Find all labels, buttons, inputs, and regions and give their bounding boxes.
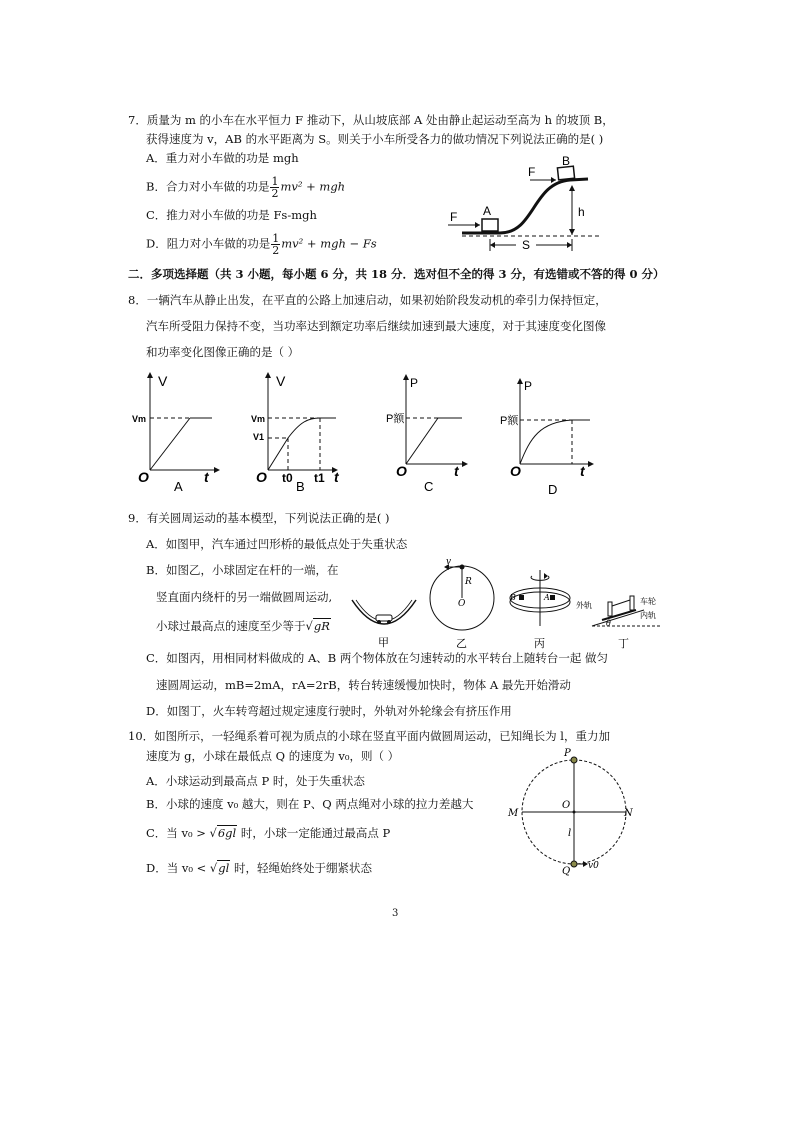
q9-option-d: D．如图丁，火车转弯超过规定速度行驶时，外轨对外轮缘会有挤压作用 [146, 704, 512, 718]
q9-figure-jia [348, 596, 420, 648]
graph-c-x-axis-label: t [454, 463, 459, 479]
q7-option-b [146, 176, 345, 199]
q8-graph-b [248, 368, 348, 493]
graph-b-origin: O [256, 469, 267, 485]
page-number: 3 [392, 908, 399, 919]
graph-c-origin: O [396, 463, 407, 479]
q7-stem-line2: 获得速度为 v，AB 的水平距离为 S。则关于小车所受各力的做功情况下列说法正确的是( ) [146, 132, 604, 146]
q10-option-c: C．当 v₀ > √6gl 时，小球一定能通过最高点 P [146, 826, 391, 840]
graph-d-x-axis-label: t [580, 463, 585, 479]
graph-d-origin: O [510, 463, 521, 479]
fraction-numerator: 1 [271, 175, 279, 188]
fig-label-Q: Q [562, 866, 571, 877]
q10-circle-figure [508, 748, 642, 878]
fig-label-theta: θ [606, 619, 611, 628]
q10-option-a: A．小球运动到最高点 P 时，处于失重状态 [146, 774, 365, 788]
fig-label-F1: F [450, 210, 458, 224]
q8-graph-d [496, 368, 606, 500]
q7-option-d-expr: mv² + mgh − Fs [281, 236, 377, 251]
q7-stem-line1: 7．质量为 m 的小车在水平恒力 F 推动下，从山坡底部 A 处由静止起运动至高为 h 的坡顶 B， [128, 113, 614, 127]
fig-label-v: v [446, 557, 452, 567]
fig-label-B: B [562, 154, 571, 168]
q10-stem-line2: 速度为 g，小球在最低点 Q 的速度为 v₀，则（ ） [146, 749, 400, 763]
q10-option-d: D．当 v₀ < √gl 时，轻绳始终处于绷紧状态 [146, 861, 372, 875]
q9-figure-bing [502, 568, 582, 650]
fig-caption-yi: 乙 [456, 637, 467, 650]
q7-option-c: C．推力对小车做的功是 Fs-mgh [146, 208, 317, 222]
fig-label-P: P [564, 748, 571, 759]
q9-option-b-line3-text: 小球过最高点的速度至少等于 [156, 619, 306, 633]
q7-option-b-prefix: B．合力对小车做的功是 [146, 179, 270, 194]
graph-c-y-axis-label: P [410, 376, 419, 390]
q8-graph-c [382, 368, 482, 493]
q7-option-b-expr: mv² + mgh [280, 179, 346, 194]
fig-caption-jia: 甲 [378, 636, 389, 649]
fig-label-N: N [624, 808, 633, 819]
fig-label-O: O [458, 599, 466, 609]
q10-option-d-prefix: D．当 v₀ < [146, 861, 207, 875]
graph-d-y-axis-label: P [524, 379, 533, 393]
fig-label-l: l [568, 828, 572, 839]
graph-b-y-axis-label: V [276, 373, 286, 389]
fig-label-inner-rail: 内轨 [640, 611, 656, 620]
q7-option-a: A．重力对小车做的功是 mgh [146, 151, 299, 165]
fraction-denominator: 2 [271, 187, 279, 200]
fig-label-v0: v0 [588, 861, 599, 871]
q8-stem-line2: 汽车所受阻力保持不变，当功率达到额定功率后继续加速到最大速度，对于其速度变化图像 [146, 319, 606, 333]
graph-b-caption: B [296, 479, 305, 494]
q9-option-c-line1: C．如图丙，用相同材料做成的 A、B 两个物体放在匀速转动的水平转台上随转台一起 做匀 [146, 651, 609, 665]
q10-option-c-prefix: C．当 v₀ > [146, 826, 206, 840]
fig-label-wheel: 车轮 [640, 597, 656, 606]
graph-a-caption: A [174, 479, 183, 494]
graph-b-level-label: Vm [251, 414, 266, 424]
graph-a-x-axis-label: t [204, 469, 209, 485]
q9-option-c-line2: 速圆周运动，mB=2mA，rA=2rB，转台转速缓慢加快时，物体 A 最先开始滑动 [156, 678, 571, 692]
q9-option-b-line3: 小球过最高点的速度至少等于√gR [156, 619, 330, 633]
graph-d-caption: D [548, 482, 558, 497]
q10-option-c-suffix: 时，小球一定能通过最高点 P [240, 826, 391, 840]
q7-slope-figure [440, 155, 600, 255]
graph-c-caption: C [424, 479, 434, 494]
q9-figure-ding [578, 588, 668, 650]
fig-caption-ding: 丁 [618, 637, 629, 650]
q9-figure-yi [424, 557, 500, 650]
fraction-numerator: 1 [272, 232, 280, 245]
graph-b-x-axis-label: t [334, 469, 339, 485]
fig-label-F2: F [528, 165, 536, 179]
graph-d-level-label: P额 [500, 415, 519, 427]
fig-label-R: R [465, 577, 472, 587]
graph-c-level-label: P额 [386, 413, 405, 425]
graph-a-level-label: Vm [132, 414, 147, 424]
fig-caption-bing: 丙 [534, 637, 545, 650]
q8-stem-line1: 8．一辆汽车从静止出发，在平直的公路上加速启动，如果初始阶段发动机的牵引力保持恒定， [128, 293, 607, 307]
q9-stem: 9．有关圆周运动的基本模型，下列说法正确的是( ) [128, 511, 390, 525]
q7-option-d-prefix: D．阻力对小车做的功是 [146, 236, 271, 251]
fig-label-O: O [562, 800, 571, 811]
graph-b-v1-label: V1 [253, 432, 265, 442]
q10-option-c-radicand: 6gl [217, 826, 237, 840]
fig-label-S: S [522, 238, 531, 252]
q9-option-b-line1: B．如图乙，小球固定在杆的一端，在 [146, 563, 339, 577]
fig-label-h: h [578, 205, 585, 219]
q7-option-d-fraction [271, 233, 280, 256]
q7-option-b-fraction [270, 176, 279, 199]
fig-label-B: B [510, 593, 516, 602]
q10-option-d-suffix: 时，轻绳始终处于绷紧状态 [233, 861, 372, 875]
fig-label-A: A [483, 204, 492, 218]
q10-option-b: B．小球的速度 v₀ 越大，则在 P、Q 两点绳对小球的拉力差越大 [146, 797, 474, 811]
fig-label-outer-rail: 外轨 [576, 601, 592, 610]
q10-option-d-radicand: gl [218, 861, 230, 875]
fraction-denominator: 2 [272, 244, 280, 257]
section-2-heading: 二．多项选择题（共 3 小题，每小题 6 分，共 18 分．选对但不全的得 3 分，有选错或不答的得 0 分） [128, 267, 665, 281]
q7-option-d [146, 233, 377, 256]
q8-stem-line3: 和功率变化图像正确的是（ ） [146, 345, 300, 359]
q9-option-a: A．如图甲，汽车通过凹形桥的最低点处于失重状态 [146, 537, 408, 551]
q8-graph-a [130, 368, 230, 493]
graph-b-t1-label: t1 [314, 471, 325, 485]
q10-stem-line1: 10．如图所示，一轻绳系着可视为质点的小球在竖直平面内做圆周运动，已知绳长为 l，重力加 [128, 729, 610, 743]
graph-a-origin: O [138, 469, 149, 485]
fig-label-A: A [544, 593, 550, 602]
fig-label-M: M [508, 808, 519, 819]
graph-b-t0-label: t0 [282, 471, 293, 485]
q9-option-b-radicand: gR [313, 619, 330, 633]
graph-a-y-axis-label: V [158, 373, 168, 389]
q9-option-b-line2: 竖直面内绕杆的另一端做圆周运动, [156, 590, 333, 604]
